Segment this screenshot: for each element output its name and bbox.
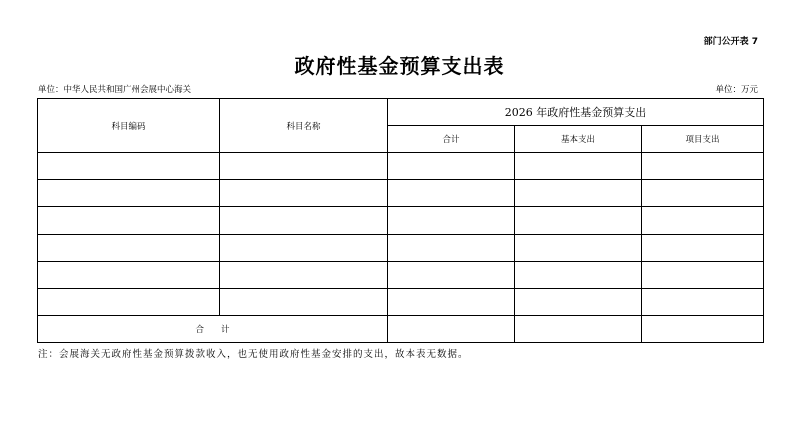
header-project-expenditure: 项目支出 <box>642 126 764 153</box>
header-subject-name: 科目名称 <box>220 99 388 153</box>
table-cell <box>642 315 764 342</box>
table-cell <box>515 153 642 180</box>
table-cell <box>642 261 764 288</box>
header-basic-expenditure: 基本支出 <box>515 126 642 153</box>
table-cell <box>38 261 220 288</box>
table-row <box>38 207 764 234</box>
table-cell <box>38 180 220 207</box>
header-total: 合计 <box>388 126 515 153</box>
table-cell <box>388 207 515 234</box>
table-cell <box>388 234 515 261</box>
table-row <box>38 261 764 288</box>
table-cell <box>388 288 515 315</box>
table-cell <box>642 207 764 234</box>
table-row <box>38 288 764 315</box>
table-number-tag: 部门公开表 7 <box>703 37 758 47</box>
table-cell <box>515 207 642 234</box>
header-group-expenditure: 2026 年政府性基金预算支出 <box>388 99 764 126</box>
table-cell <box>515 261 642 288</box>
table-cell <box>388 180 515 207</box>
total-row <box>38 315 764 342</box>
table-cell <box>38 234 220 261</box>
table-cell <box>220 288 388 315</box>
table-row <box>38 153 764 180</box>
table-cell <box>38 207 220 234</box>
table-cell <box>642 153 764 180</box>
table-cell <box>38 288 220 315</box>
table-cell <box>642 180 764 207</box>
table-cell <box>220 180 388 207</box>
budget-table <box>37 98 764 343</box>
unit-organization: 单位：中华人民共和国广州会展中心海关 <box>38 85 192 95</box>
page-title: 政府性基金预算支出表 <box>294 54 505 78</box>
unit-currency: 单位：万元 <box>715 85 758 95</box>
table-cell <box>642 234 764 261</box>
table-cell <box>515 180 642 207</box>
table-cell <box>220 261 388 288</box>
table-cell <box>515 315 642 342</box>
table-cell <box>515 288 642 315</box>
table-cell <box>388 315 515 342</box>
table-row <box>38 180 764 207</box>
total-row-label: 合 计 <box>38 315 388 342</box>
table-cell <box>38 153 220 180</box>
table-cell <box>388 261 515 288</box>
header-subject-code: 科目编码 <box>38 99 220 153</box>
table-cell <box>515 234 642 261</box>
table-cell <box>642 288 764 315</box>
table-cell <box>220 234 388 261</box>
table-cell <box>220 207 388 234</box>
table-cell <box>220 153 388 180</box>
table-row <box>38 234 764 261</box>
table-cell <box>388 153 515 180</box>
footnote: 注：会展海关无政府性基金预算拨款收入，也无使用政府性基金安排的支出，故本表无数据。 <box>38 349 469 360</box>
